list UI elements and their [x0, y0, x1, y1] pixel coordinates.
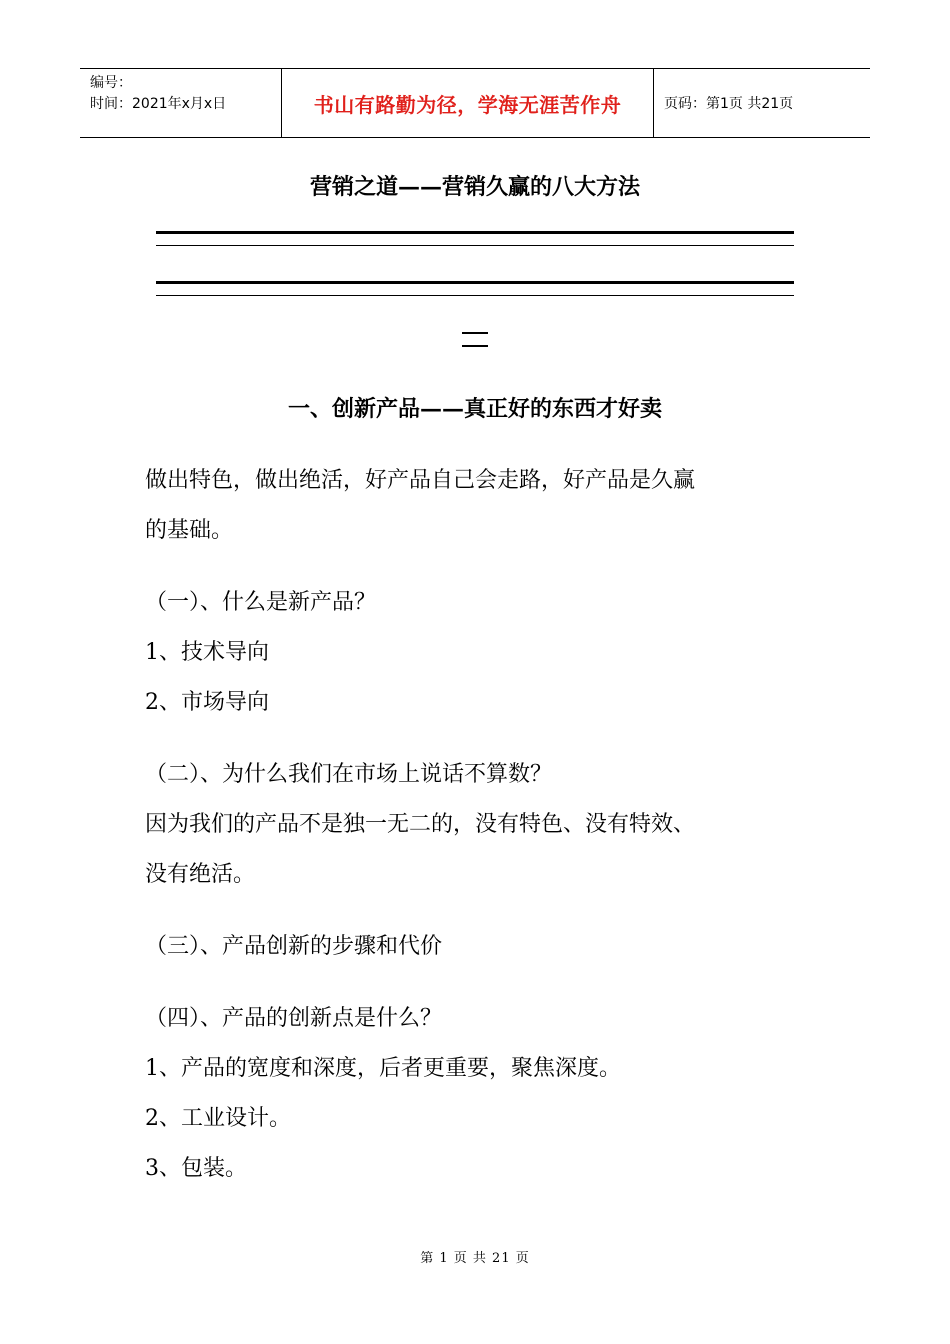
header-time: 时间：2021年x月x日	[90, 96, 227, 112]
list-item: 2、工业设计。	[145, 1106, 291, 1131]
header-number: 编号：	[90, 75, 132, 91]
separator-line	[156, 295, 794, 296]
divider-mark-upper	[462, 332, 488, 334]
list-item: 2、市场导向	[145, 690, 269, 715]
separator-line	[156, 281, 794, 284]
subsection-heading: （四）、产品的创新点是什么？	[145, 1006, 443, 1031]
list-item: 1、技术导向	[145, 640, 269, 665]
header-page-number: 页码：第1页 共21页	[664, 96, 794, 112]
separator-line	[156, 245, 794, 246]
body-paragraph: 没有绝活。	[145, 862, 256, 887]
subsection-heading: （一）、什么是新产品？	[145, 590, 377, 615]
list-item: 3、包装。	[145, 1156, 247, 1181]
document-header	[80, 68, 870, 138]
header-motto: 书山有路勤为径，学海无涯苦作舟	[281, 69, 654, 137]
document-title: 营销之道——营销久赢的八大方法	[309, 174, 640, 200]
section-title: 一、创新产品——真正好的东西才好卖	[287, 396, 662, 422]
page-footer: 第 1 页 共 21 页	[420, 1251, 530, 1266]
subsection-heading: （三）、产品创新的步骤和代价	[145, 934, 443, 959]
body-paragraph: 因为我们的产品不是独一无二的，没有特色、没有特效、	[145, 812, 696, 837]
list-item: 1、产品的宽度和深度，后者更重要，聚焦深度。	[145, 1056, 621, 1081]
divider-mark-lower	[462, 345, 488, 347]
header-meta	[80, 69, 281, 137]
subsection-heading: （二）、为什么我们在市场上说话不算数？	[145, 762, 553, 787]
body-paragraph: 的基础。	[145, 518, 234, 543]
body-paragraph: 做出特色，做出绝活，好产品自己会走路，好产品是久赢	[145, 468, 696, 493]
separator-line	[156, 231, 794, 234]
